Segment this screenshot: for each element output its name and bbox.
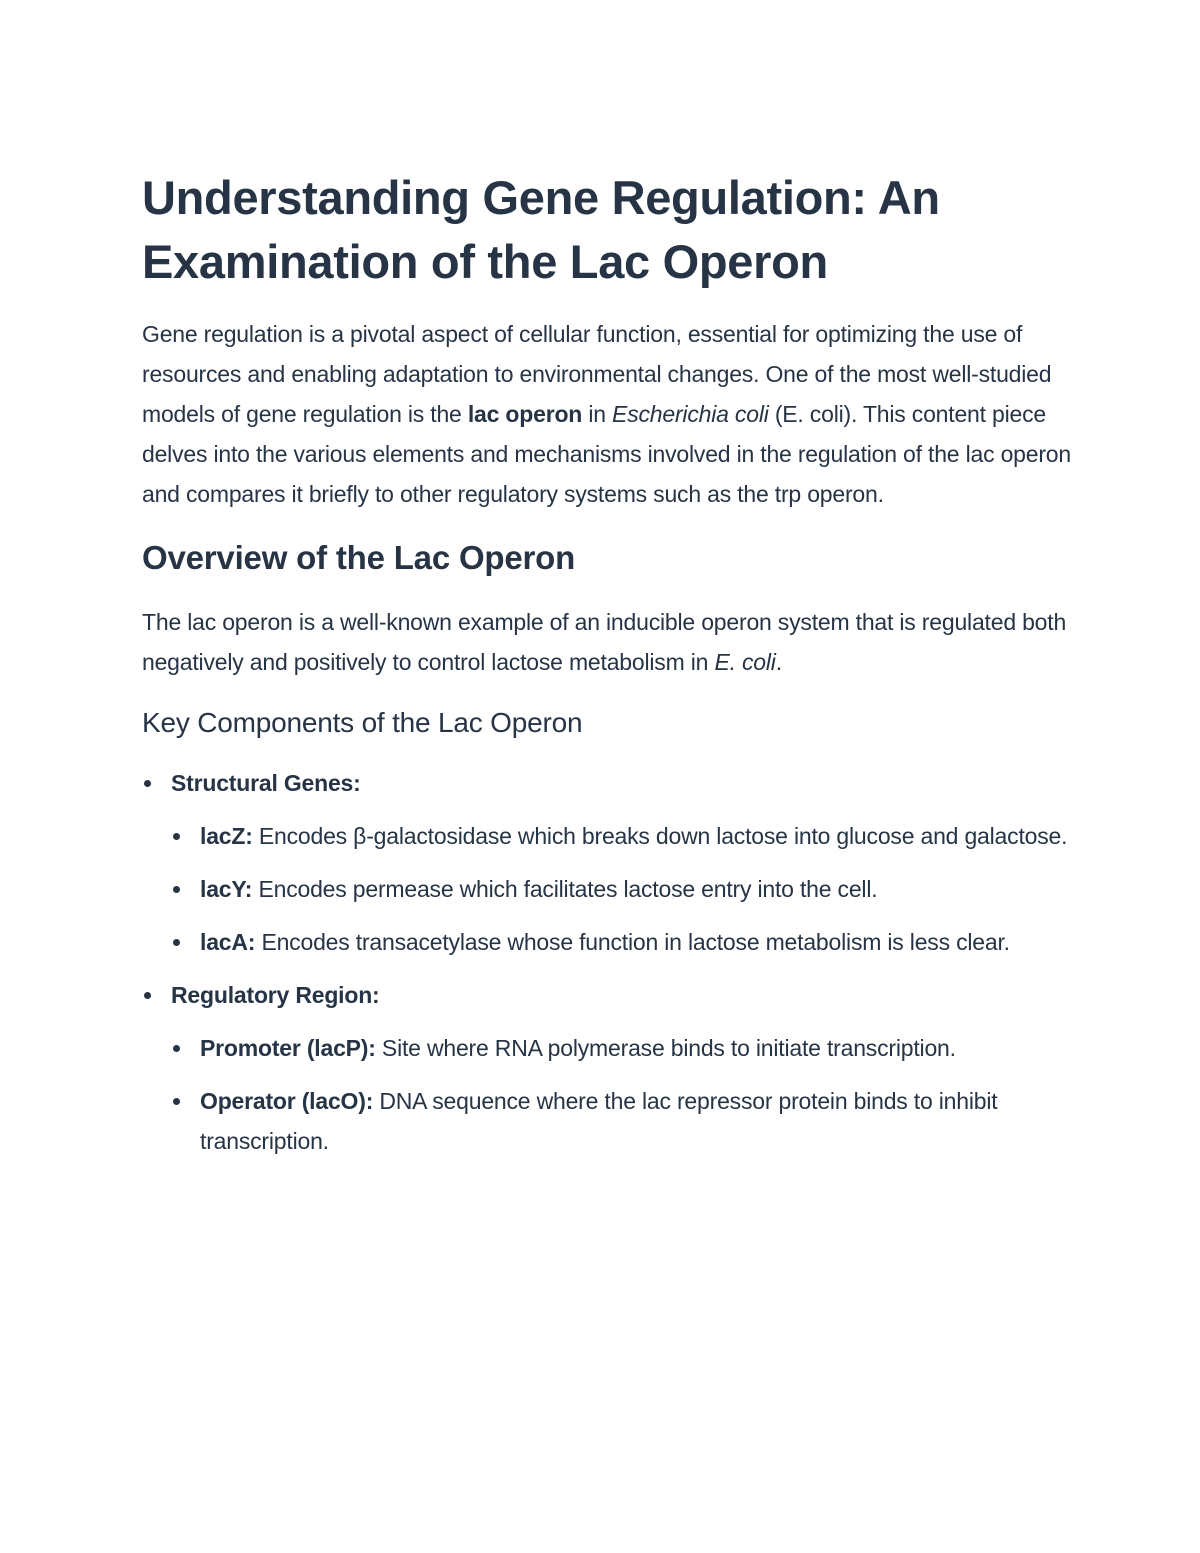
list-item-laca: [171, 922, 1072, 962]
list-item-regulatory-region: [142, 975, 1072, 1161]
intro-text-2: in: [582, 401, 613, 427]
item-text: Encodes permease which facilitates lactose entry into the cell.: [252, 876, 878, 902]
structural-genes-list: [171, 816, 1072, 962]
bullet-icon: [173, 1098, 180, 1105]
intro-bold-term: lac operon: [467, 401, 583, 427]
page-title: Understanding Gene Regulation: An Examination of the Lac Operon: [142, 171, 940, 288]
regulatory-region-list: [171, 1028, 1072, 1161]
list-item-structural-genes: [142, 763, 1072, 962]
item-term: lacA:: [200, 929, 256, 955]
item-term: Promoter (lacP):: [200, 1035, 376, 1061]
bullet-icon: [173, 886, 180, 893]
overview-end: .: [775, 649, 782, 675]
item-text: Encodes transacetylase whose function in lactose metabolism is less clear.: [255, 929, 1010, 955]
group-label: Regulatory Region:: [171, 982, 380, 1008]
bullet-icon: [173, 939, 180, 946]
list-item-operator: [171, 1081, 1072, 1161]
intro-paragraph: [142, 314, 1072, 514]
item-term: lacY:: [200, 876, 253, 902]
intro-italic-term: Escherichia coli: [612, 401, 769, 427]
bullet-icon: [173, 833, 180, 840]
item-term: Operator (lacO):: [200, 1088, 374, 1114]
intro-text-3: (E. coli). This content piece delves into the various elements and mechanisms involved in the regulation of the lac operon and compares it briefly to other regulatory systems such as the trp operon.: [142, 401, 1071, 507]
list-item-lacz: [171, 816, 1072, 856]
components-list: [142, 763, 1072, 1161]
overview-paragraph: [142, 602, 1072, 682]
item-text: DNA sequence where the lac repressor protein binds to inhibit transcription.: [200, 1088, 998, 1154]
item-text: Site where RNA polymerase binds to initiate transcription.: [375, 1035, 956, 1061]
list-item-promoter: [171, 1028, 1072, 1068]
overview-text: The lac operon is a well-known example of an inducible operon system that is regulated both negatively and positively to control lactose metabolism in: [142, 609, 1067, 675]
list-item-lacy: [171, 869, 1072, 909]
overview-heading: Overview of the Lac Operon: [142, 539, 576, 576]
overview-italic-term: E. coli: [714, 649, 776, 675]
item-text: Encodes β-galactosidase which breaks down lactose into glucose and galactose.: [252, 823, 1068, 849]
bullet-icon: [173, 1045, 180, 1052]
bullet-icon: [144, 992, 151, 999]
group-label: Structural Genes:: [171, 770, 361, 796]
components-heading: Key Components of the Lac Operon: [142, 707, 583, 738]
intro-text-1: Gene regulation is a pivotal aspect of cellular function, essential for optimizing the use of resources and enabling adaptation to environmental changes. One of the most well-studied models of gene regulation is the: [142, 321, 1052, 427]
document-page: [142, 166, 1072, 1174]
bullet-icon: [144, 780, 151, 787]
item-term: lacZ:: [200, 823, 253, 849]
